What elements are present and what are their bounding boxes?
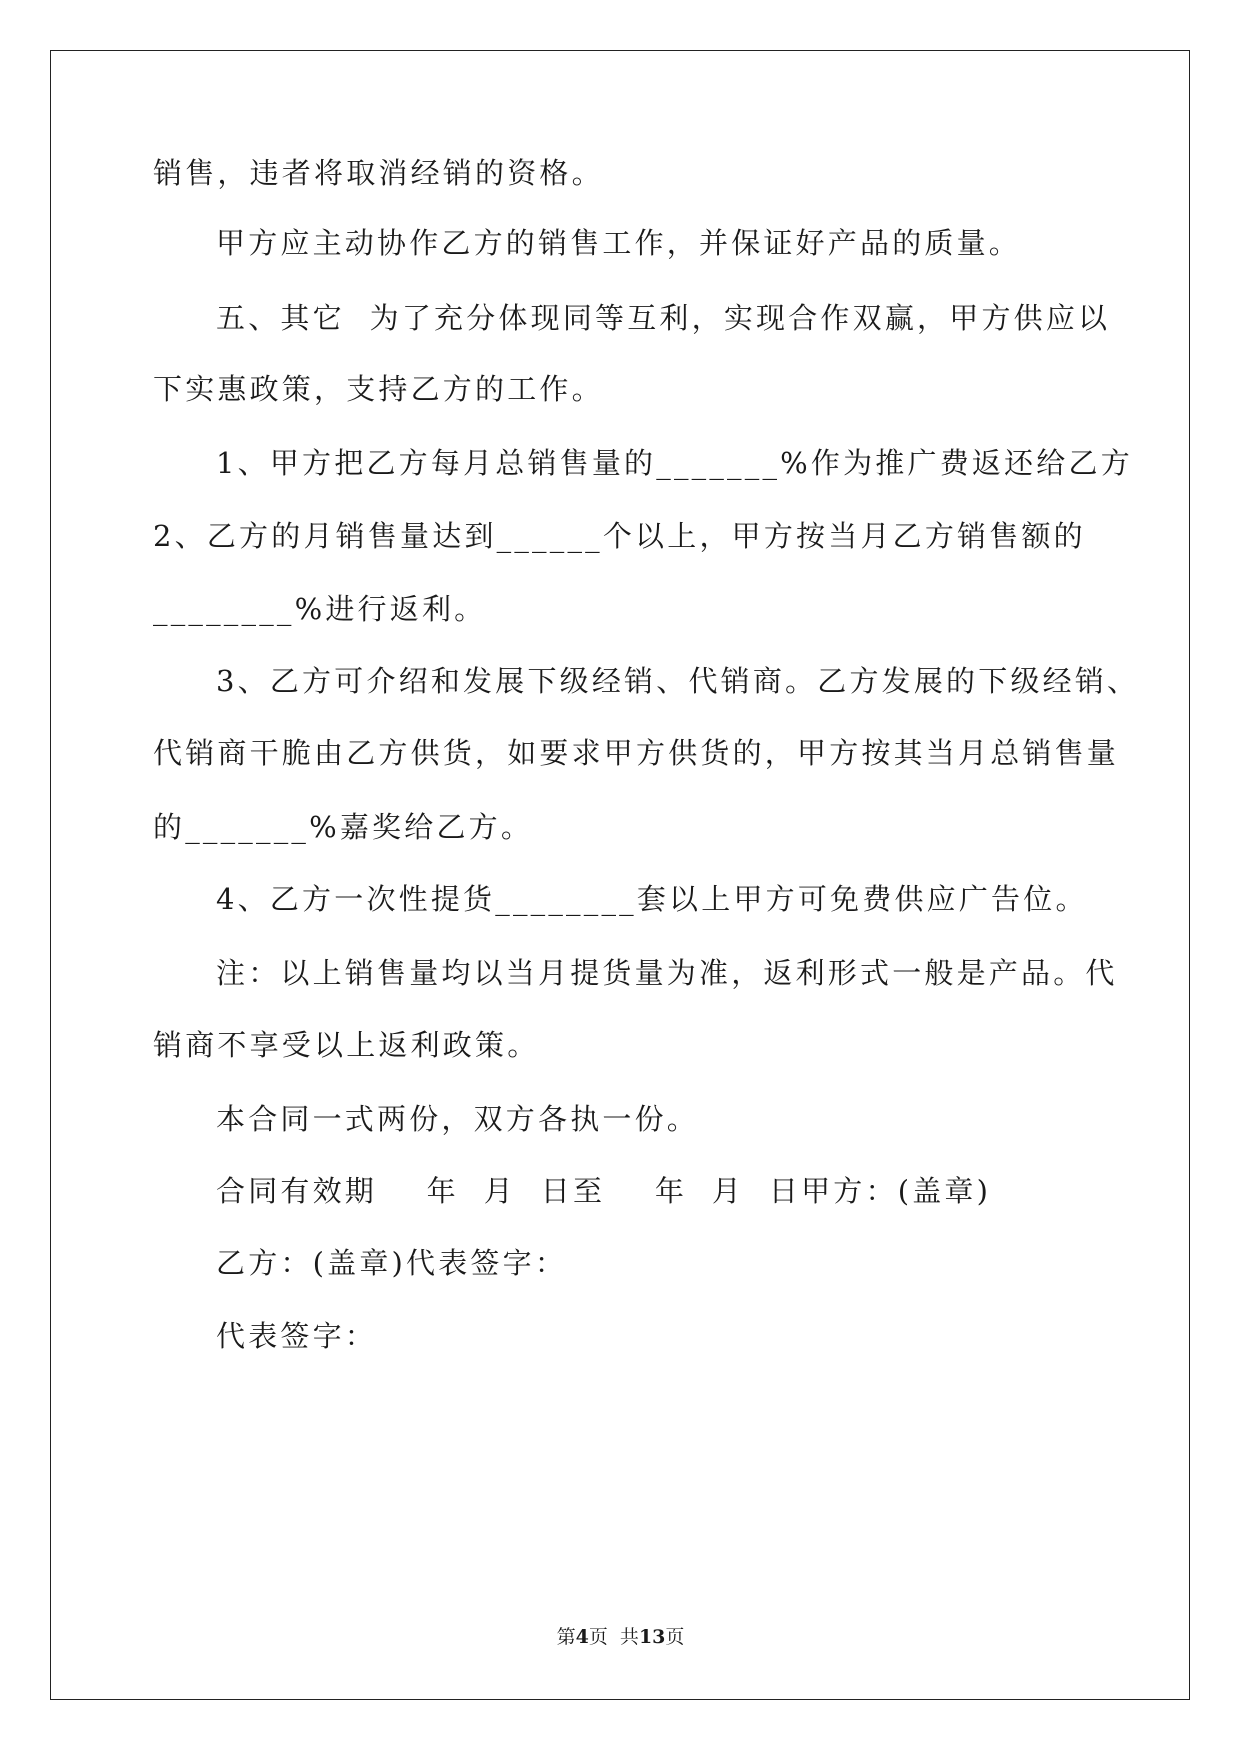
text-line: 2、乙方的月销售量达到______个以上，甲方按当月乙方销售额的 <box>153 519 1086 553</box>
text-line: 本合同一式两份，双方各执一份。 <box>216 1102 700 1136</box>
page-suffix: 页 <box>665 1626 685 1648</box>
text-line: 1、甲方把乙方每月总销售量的_______%作为推广费返还给乙方 <box>216 446 1133 480</box>
text-line: 销商不享受以上返利政策。 <box>153 1028 540 1062</box>
page-prefix: 第 <box>556 1626 576 1648</box>
text-line: 销售，违者将取消经销的资格。 <box>153 156 604 190</box>
text-line: ________%进行返利。 <box>153 592 487 626</box>
text-line: 3、乙方可介绍和发展下级经销、代销商。乙方发展的下级经销、 <box>216 664 1140 698</box>
text-line: 代表签字： <box>216 1319 378 1353</box>
page-mid: 页 共 <box>588 1626 639 1648</box>
text-line: 下实惠政策，支持乙方的工作。 <box>153 372 604 406</box>
current-page: 4 <box>575 1626 589 1648</box>
text-line: 甲方应主动协作乙方的销售工作，并保证好产品的质量。 <box>216 226 1022 260</box>
total-pages: 13 <box>638 1626 666 1648</box>
text-line: 4、乙方一次性提货________套以上甲方可免费供应广告位。 <box>216 882 1088 916</box>
text-line: 代销商干脆由乙方供货，如要求甲方供货的，甲方按其当月总销售量 <box>153 736 1120 770</box>
page-number <box>0 1625 1241 1649</box>
text-line: 合同有效期 年 月 日至 年 月 日甲方：(盖章) <box>216 1174 992 1208</box>
text-line: 乙方：(盖章)代表签字： <box>216 1246 568 1280</box>
text-line: 注：以上销售量均以当月提货量为准，返利形式一般是产品。代 <box>216 956 1118 990</box>
text-line: 的_______%嘉奖给乙方。 <box>153 810 534 844</box>
text-line: 五、其它 为了充分体现同等互利，实现合作双赢，甲方供应以 <box>216 301 1111 335</box>
